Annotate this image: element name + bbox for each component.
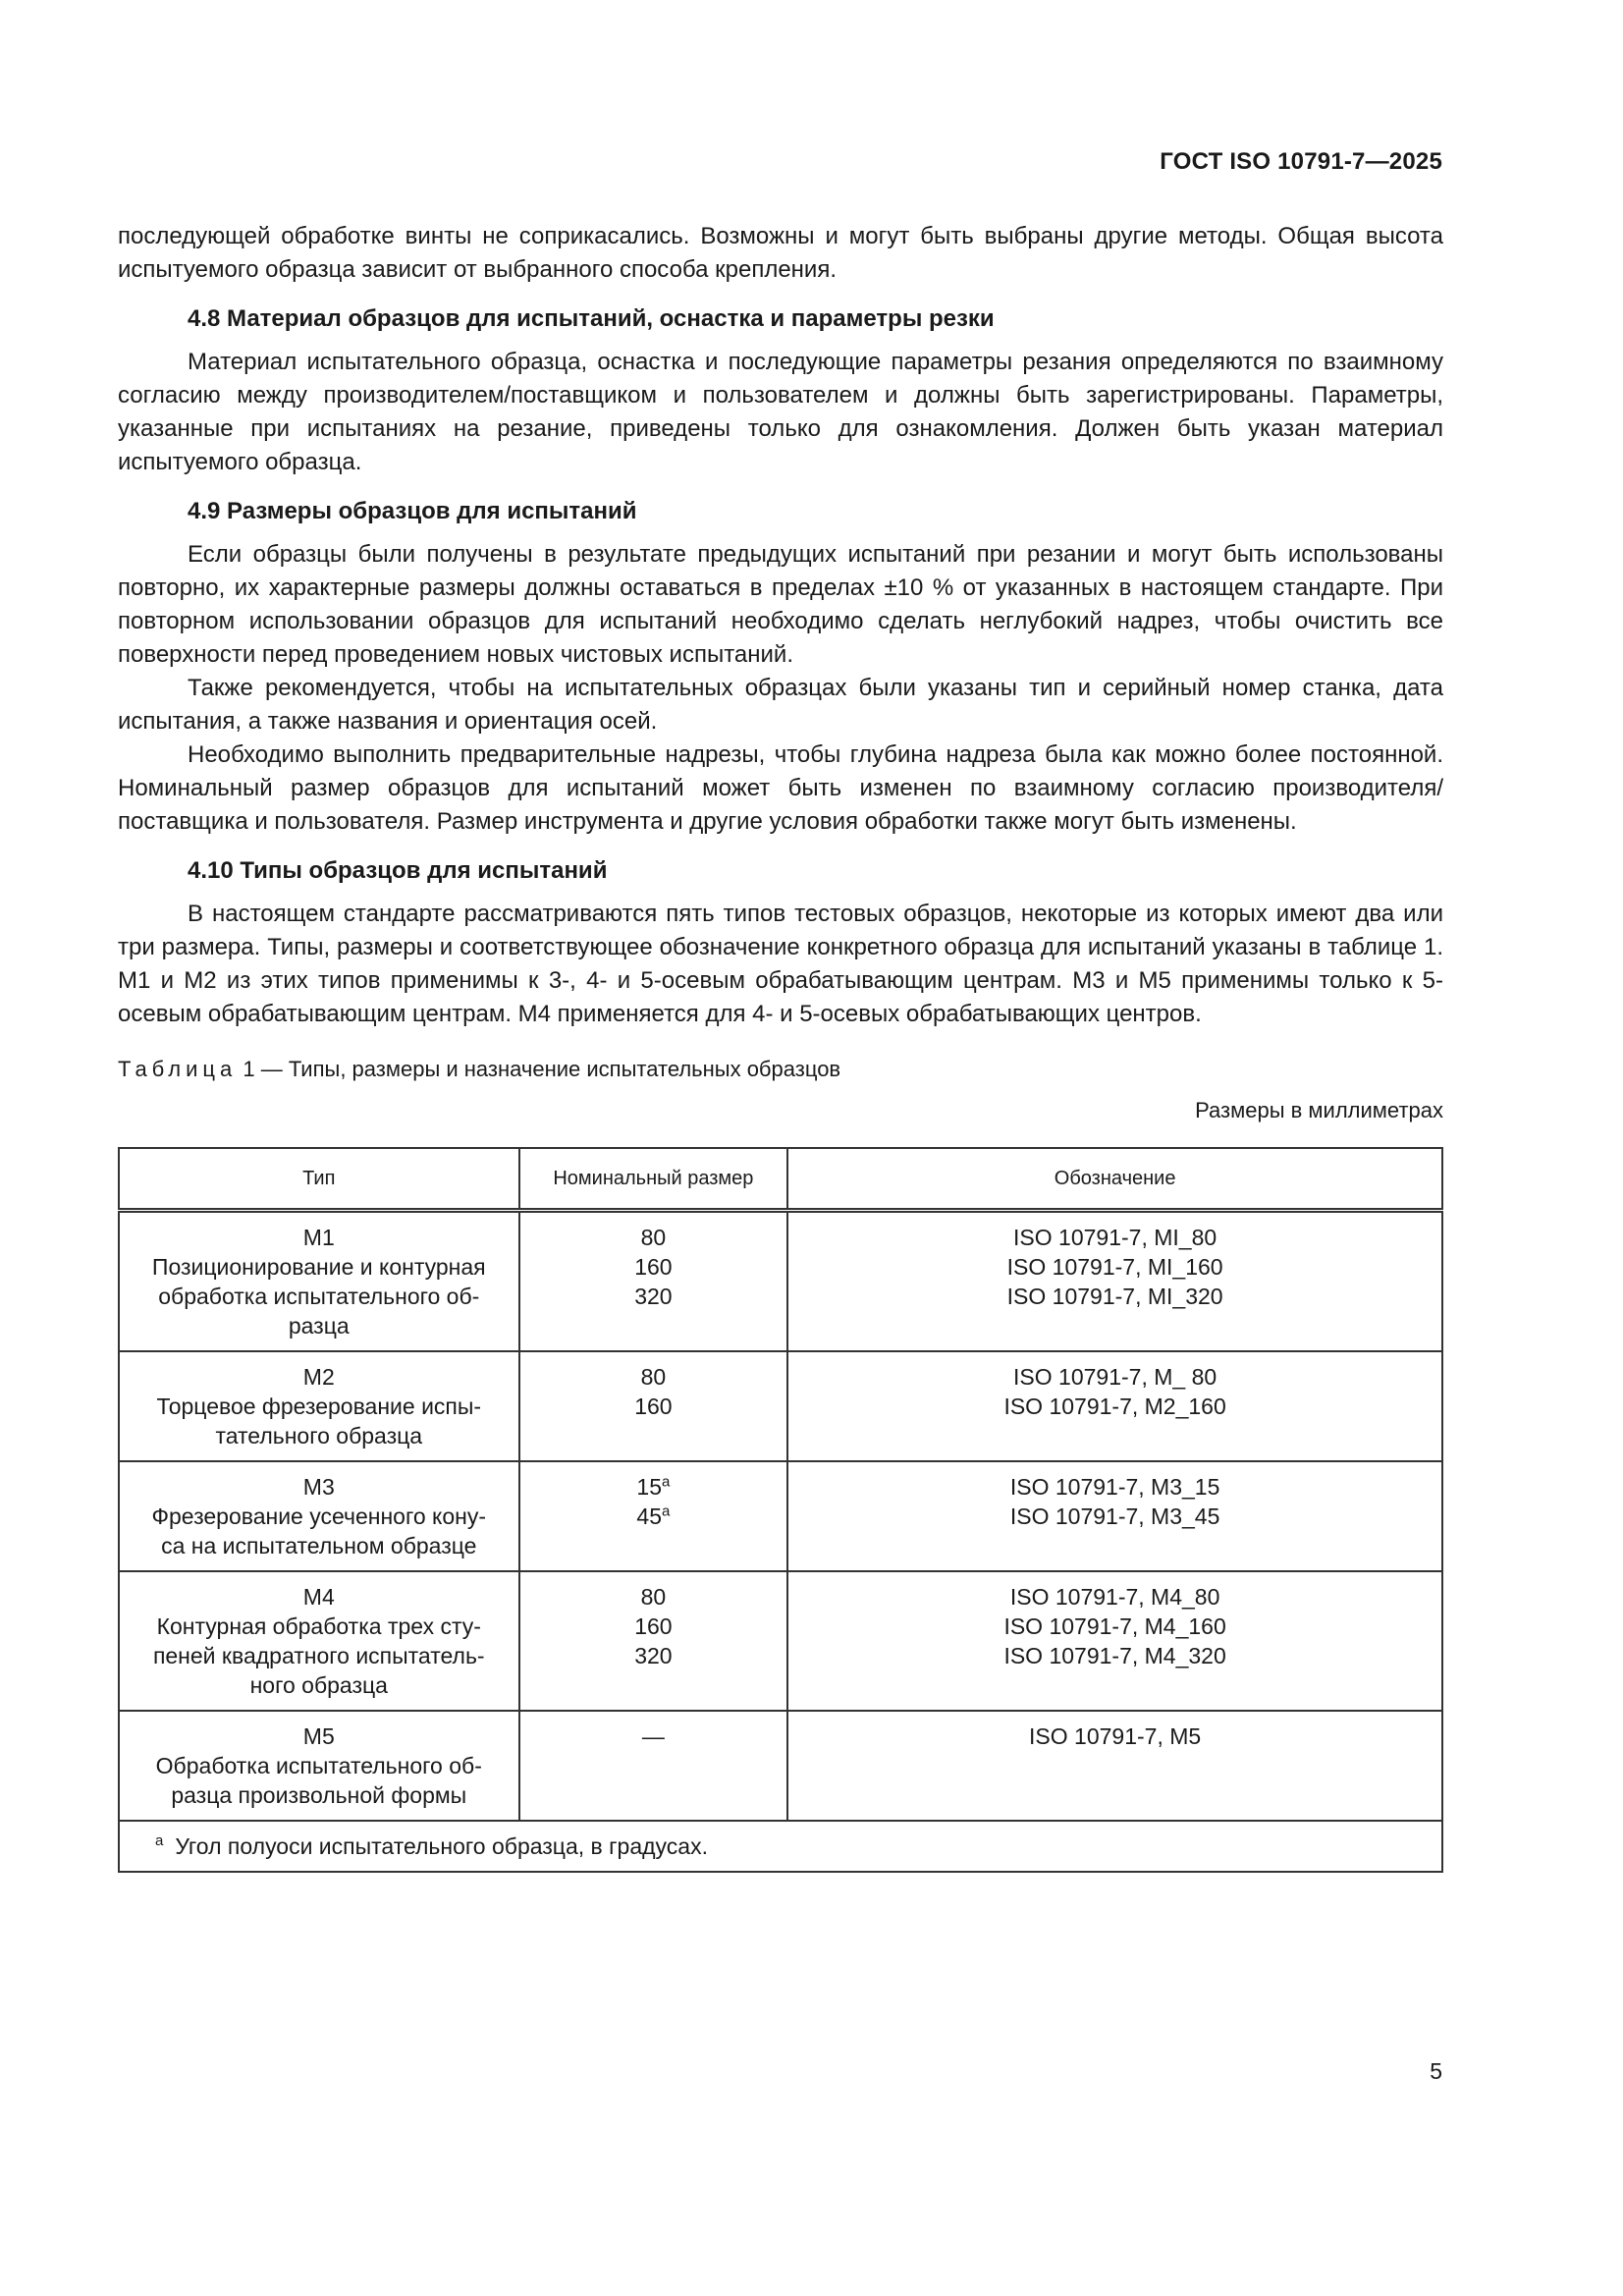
table-header-row	[119, 1148, 1442, 1211]
intro-paragraph: последующей обработке винты не соприкасались. Возможны и могут быть выбраны другие методы. Общая высота испытуемого образца зависит от выбранного способа крепления.	[118, 223, 1443, 283]
page-content	[118, 220, 1443, 1873]
type-description-line: пеней квадратного испытатель-	[152, 1643, 485, 1668]
size-value: 160	[634, 1254, 673, 1280]
footnote-marker: а	[155, 1832, 164, 1850]
type-cell	[119, 1211, 519, 1352]
designation-value: ISO 10791-7, M4_80	[1009, 1584, 1220, 1610]
type-description-line: Фрезерование усеченного кону-	[151, 1503, 487, 1529]
designation-value: ISO 10791-7, MI_80	[1013, 1225, 1217, 1250]
section-4-9-paragraph-2: Также рекомендуется, чтобы на испытательных образцах были указаны тип и серийный номер станка, дата испытания, а также названия и ориентация осей.	[118, 675, 1443, 735]
type-code: М5	[302, 1723, 335, 1749]
table-row	[119, 1461, 1442, 1571]
table-footnote-row	[119, 1821, 1442, 1872]
footnote-marker: а	[662, 1473, 671, 1491]
type-description-line: Позиционирование и контурная	[151, 1254, 486, 1280]
table-footnote	[119, 1821, 1442, 1872]
designation-cell	[787, 1211, 1442, 1352]
size-value: 80	[640, 1364, 667, 1390]
type-description-line: Обработка испытательного об-	[155, 1753, 482, 1778]
size-value: 80	[640, 1225, 667, 1250]
designation-value: ISO 10791-7, M5	[1029, 1723, 1202, 1749]
section-4-8-paragraph: Материал испытательного образца, оснастка и последующие параметры резания определяются по взаимному согласию между производителем/поставщиком и пользователем и должны быть зарегистрированы. Параметры, указанные при испытаниях на резание, приведены только для ознакомления. Должен быть указан материал испытуемого образца.	[118, 349, 1443, 475]
section-4-10-heading: 4.10 Типы образцов для испытаний	[188, 857, 608, 884]
size-cell	[519, 1351, 788, 1461]
type-description-line: Контурная обработка трех сту-	[156, 1613, 481, 1639]
size-value: 45	[636, 1503, 663, 1529]
size-value: 160	[634, 1613, 673, 1639]
table-row	[119, 1211, 1442, 1352]
table-caption-word: Таблица	[118, 1057, 238, 1081]
designation-value: ISO 10791-7, M4_160	[1003, 1613, 1226, 1639]
designation-value: ISO 10791-7, M_ 80	[1013, 1364, 1217, 1390]
type-description-line: Торцевое фрезерование испы-	[156, 1394, 482, 1419]
designation-value: ISO 10791-7, M4_320	[1003, 1643, 1226, 1668]
standard-header: ГОСТ ISO 10791-7—2025	[1160, 148, 1442, 175]
size-value: 320	[634, 1643, 673, 1668]
type-description-line: ного образца	[249, 1672, 388, 1698]
table-caption-title: 1 — Типы, размеры и назначение испытательных образцов	[237, 1057, 841, 1081]
header-type: Тип	[119, 1148, 519, 1211]
size-value: 160	[634, 1394, 673, 1419]
type-code: М3	[302, 1474, 335, 1500]
designation-cell	[787, 1711, 1442, 1821]
size-cell	[519, 1711, 788, 1821]
page-number: 5	[1430, 2058, 1442, 2084]
section-4-9-heading: 4.9 Размеры образцов для испытаний	[188, 498, 637, 524]
size-cell	[519, 1571, 788, 1711]
type-cell	[119, 1351, 519, 1461]
section-4-10-paragraph: В настоящем стандарте рассматриваются пять типов тестовых образцов, некоторые из которых имеют два или три размера. Типы, размеры и соответствующее обозначение конкретного образца для испытаний указаны в таблице 1. М1 и М2 из этих типов применимы к 3-, 4- и 5-осевым обрабатывающим центрам. М3 и М5 применимы только к 5-осевым обрабатывающим центрам. М4 применяется для 4- и 5-осевых обрабатывающих центров.	[118, 901, 1443, 1027]
table-row	[119, 1571, 1442, 1711]
size-value: —	[641, 1723, 665, 1749]
type-description-line: разца произвольной формы	[171, 1782, 467, 1808]
size-value-with-note	[528, 1502, 780, 1531]
type-cell	[119, 1461, 519, 1571]
footnote-text: Угол полуоси испытательного образца, в градусах.	[175, 1833, 708, 1859]
type-cell	[119, 1711, 519, 1821]
table-row	[119, 1351, 1442, 1461]
type-description-line: разца	[288, 1313, 350, 1339]
designation-cell	[787, 1461, 1442, 1571]
type-code: М2	[302, 1364, 335, 1390]
type-description-line: обработка испытательного об-	[158, 1284, 480, 1309]
designation-value: ISO 10791-7, M3_45	[1009, 1503, 1220, 1529]
type-code: М4	[302, 1584, 335, 1610]
designation-value: ISO 10791-7, MI_320	[1006, 1284, 1223, 1309]
table-caption	[118, 1055, 1443, 1084]
designation-cell	[787, 1351, 1442, 1461]
type-description-line: са на испытательном образце	[161, 1533, 477, 1558]
size-value: 320	[634, 1284, 673, 1309]
designation-value: ISO 10791-7, M2_160	[1003, 1394, 1226, 1419]
type-code: М1	[302, 1225, 335, 1250]
size-cell	[519, 1211, 788, 1352]
header-designation: Обозначение	[787, 1148, 1442, 1211]
header-nominal-size: Номинальный размер	[519, 1148, 788, 1211]
size-value: 80	[640, 1584, 667, 1610]
size-value: 15	[636, 1474, 663, 1500]
type-cell	[119, 1571, 519, 1711]
section-4-9-paragraph-3: Необходимо выполнить предварительные надрезы, чтобы глубина надреза была как можно более постоянной. Номинальный размер образцов для испытаний может быть изменен по взаимному согласию производителя/поставщика и пользователя. Размер инструмента и другие условия обработки также могут быть изменены.	[118, 741, 1443, 835]
designation-cell	[787, 1571, 1442, 1711]
designation-value: ISO 10791-7, M3_15	[1009, 1474, 1220, 1500]
specimen-table	[118, 1147, 1443, 1873]
type-description-line: тательного образца	[215, 1423, 423, 1449]
section-4-8-heading: 4.8 Материал образцов для испытаний, оснастка и параметры резки	[188, 305, 995, 332]
size-value-with-note	[528, 1472, 780, 1502]
table-units-note: Размеры в миллиметрах	[1195, 1098, 1443, 1122]
section-4-9-paragraph-1: Если образцы были получены в результате предыдущих испытаний при резании и могут быть использованы повторно, их характерные размеры должны оставаться в пределах ±10 % от указанных в настоящем стандарте. При повторном использовании образцов для испытаний необходимо сделать неглубокий надрез, чтобы очистить все поверхности перед проведением новых чистовых испытаний.	[118, 541, 1443, 668]
size-cell	[519, 1461, 788, 1571]
designation-value: ISO 10791-7, MI_160	[1006, 1254, 1223, 1280]
table-row	[119, 1711, 1442, 1821]
footnote-marker: а	[662, 1503, 671, 1520]
